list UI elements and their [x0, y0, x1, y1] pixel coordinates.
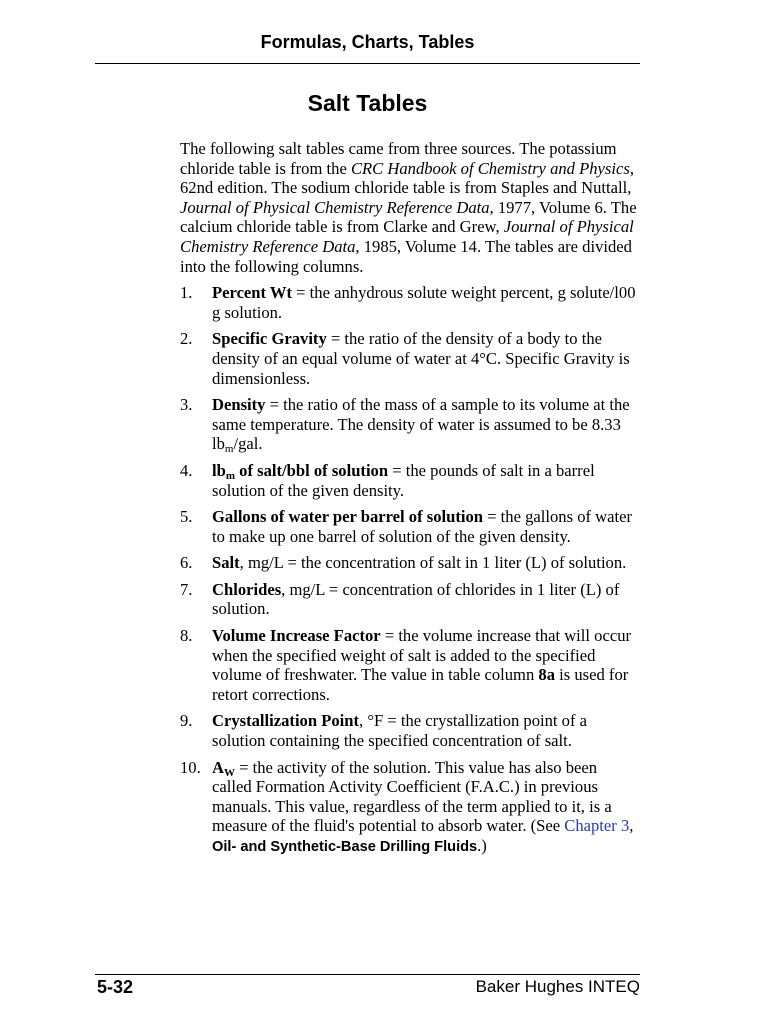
item-text: , mg/L = concentration of chlorides in 1 liter (L) of solution. — [212, 579, 620, 619]
item-text: , °F = the crystallization point of a solution containing the specified concentration of salt. — [212, 711, 588, 751]
item-text: /gal. — [233, 434, 263, 454]
item-text: = the gallons of water to make up one barrel of solution of the given density. — [212, 507, 633, 546]
column-definitions-list — [180, 283, 640, 857]
item-term: Gallons of water per barrel of solution — [212, 507, 484, 527]
intro-text: , 62nd edition. The sodium chloride table is from Staples and Nuttall, — [180, 158, 634, 198]
item-text: = the ratio of the mass of a sample to its volume at the same temperature. The density of water is assumed to be 8.33 lb — [212, 395, 630, 454]
item-term: Crystallization Point — [212, 711, 360, 731]
list-item-specific-gravity — [180, 329, 640, 388]
page-title: Salt Tables — [307, 90, 428, 116]
item-term-part: lb — [212, 460, 226, 480]
list-item-chlorides — [180, 580, 640, 619]
page-number: 5-32 — [97, 977, 134, 997]
item-number: 8. — [180, 626, 193, 646]
intro-source-crc: CRC Handbook of Chemistry and Physics — [350, 158, 630, 178]
list-item-lbm-salt-per-bbl — [180, 461, 640, 500]
list-item-salt — [180, 553, 640, 573]
item-term: Salt — [212, 553, 240, 573]
item-text: , — [629, 816, 634, 836]
item-number: 10. — [180, 757, 201, 777]
intro-text: , 1977, Volume 6. The calcium chloride table is from Clarke and Grew, — [180, 197, 637, 237]
item-term — [212, 758, 235, 777]
item-subscript: m — [224, 443, 234, 456]
item-number: 2. — [180, 329, 193, 349]
item-text: .) — [477, 836, 487, 855]
item-text: , mg/L = the concentration of salt in 1 liter (L) of solution. — [239, 553, 627, 573]
header-rule — [95, 63, 640, 64]
intro-source-journal: Journal of Physical Chemistry Reference Data — [180, 197, 490, 217]
intro-text: , 1985, Volume 14. The tables are divided into the following columns. — [180, 236, 632, 276]
item-term: Percent Wt — [212, 283, 293, 303]
list-item-gallons-water — [180, 507, 640, 546]
intro-paragraph — [180, 139, 640, 276]
intro-source-journal: Journal of Physical Chemistry Reference Data — [180, 217, 634, 256]
item-term-subscript: m — [225, 469, 236, 482]
list-item-percent-wt — [180, 283, 640, 322]
item-term: Volume Increase Factor — [212, 626, 381, 646]
item-term-part: of salt/bbl of solution — [235, 460, 389, 480]
item-term-part: A — [212, 757, 224, 777]
publisher-name: Baker Hughes INTEQ — [475, 977, 640, 996]
item-text: is used for retort corrections. — [212, 665, 629, 704]
intro-text: The following salt tables came from three sources. The potassium chloride table is from the — [180, 139, 617, 178]
chapter-3-link[interactable]: Chapter 3 — [564, 816, 630, 836]
item-text: = the activity of the solution. This value has also been called Formation Activity Coefficient (F.A.C.) in previous manuals. This value, regardless of the term applied to it, is a measure of the fluid's potential to absorb water. (See — [212, 757, 612, 836]
item-number: 6. — [180, 553, 193, 573]
item-term — [212, 461, 388, 480]
item-number: 5. — [180, 507, 193, 527]
item-text: = the anhydrous solute weight percent, g solute/l00 g solution. — [212, 283, 636, 322]
item-text: = the volume increase that will occur when the specified weight of salt is added to the specified volume of freshwater. The value in table column — [212, 626, 632, 685]
item-number: 7. — [180, 579, 193, 599]
item-term: Density — [212, 395, 266, 415]
chapter-title-ref: Oil- and Synthetic-Base Drilling Fluids — [212, 839, 478, 855]
item-bold-ref: 8a — [538, 665, 555, 685]
item-term-subscript: W — [223, 766, 235, 779]
item-number: 4. — [180, 460, 193, 480]
content — [180, 139, 640, 865]
item-number: 9. — [180, 711, 193, 731]
list-item-density — [180, 395, 640, 454]
list-item-volume-increase-factor — [180, 626, 640, 704]
footer-rule — [95, 974, 640, 975]
item-text: = the ratio of the density of a body to the density of an equal volume of water at 4°C. Specific Gravity is dimensionless. — [212, 329, 630, 388]
list-item-activity — [180, 758, 640, 858]
list-item-crystallization-point — [180, 711, 640, 750]
item-text: = the pounds of salt in a barrel solution of the given density. — [212, 460, 595, 500]
item-number: 1. — [180, 283, 193, 303]
item-number: 3. — [180, 395, 193, 415]
item-term: Chlorides — [212, 579, 282, 599]
running-header: Formulas, Charts, Tables — [260, 32, 475, 52]
item-term: Specific Gravity — [212, 329, 327, 349]
